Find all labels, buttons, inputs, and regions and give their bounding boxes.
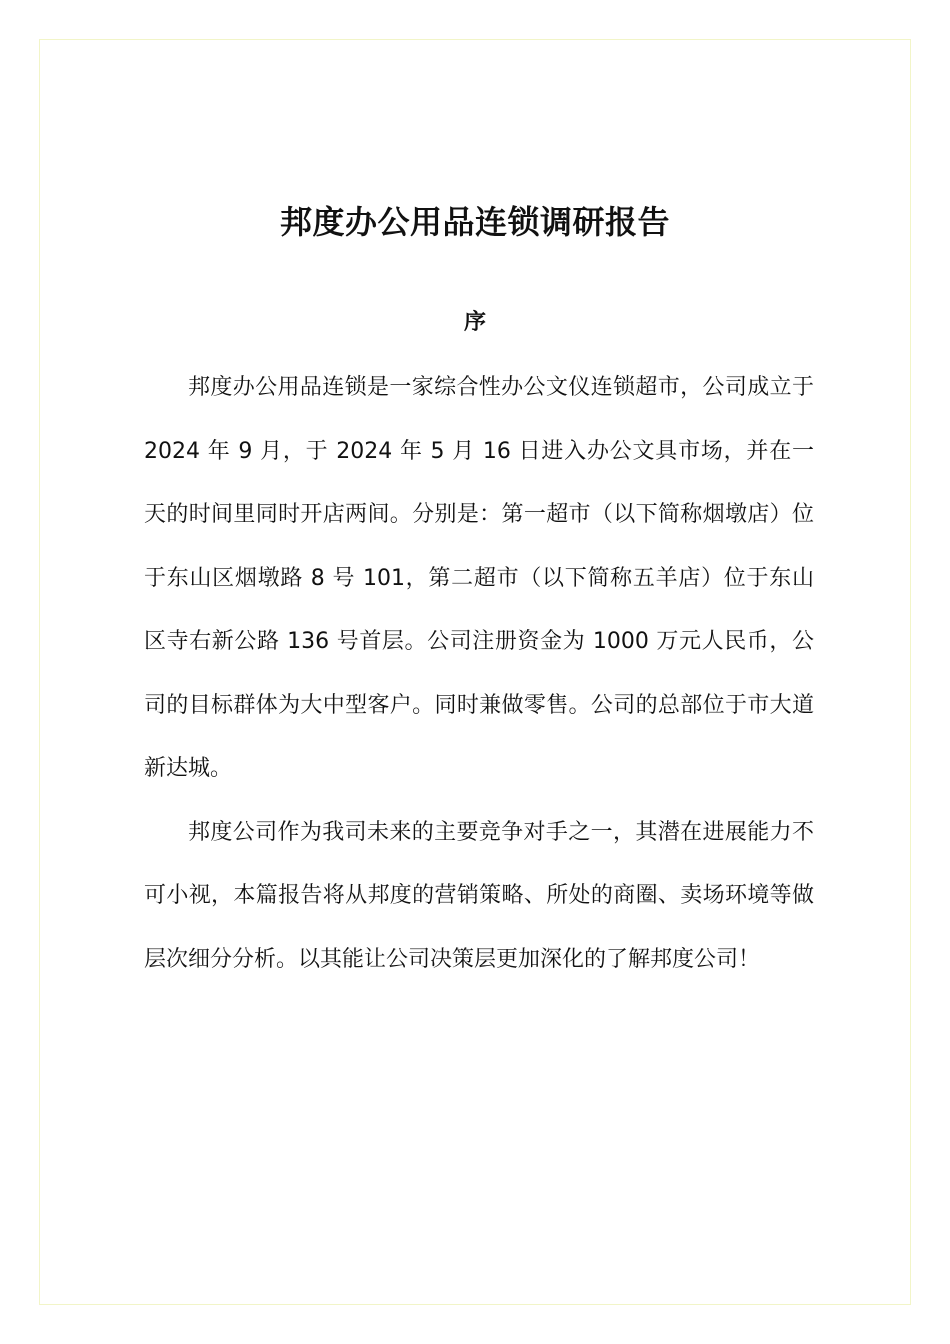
paragraph-1: 邦度办公用品连锁是一家综合性办公文仪连锁超市，公司成立于 2024 年 9 月，于 2024 年 5 月 16 日进入办公文具市场，并在一天的时间里同时开店两间。分别是：第一超市（以下简称烟墩店）位于东山区烟墩路 8 号 101，第二超市（以下简称五羊店）位于东山区寺右新公路 136 号首层。公司注册资金为 1000 万元人民币，公司的目标群体为大中型客户。同时兼做零售。公司的总部位于市大道新达城。 [144,375,814,781]
section-heading-preface: 序 [463,310,486,335]
document-title: 邦度办公用品连锁调研报告 [279,203,670,241]
paragraph-2: 邦度公司作为我司未来的主要竞争对手之一，其潜在进展能力不可小视，本篇报告将从邦度的营销策略、所处的商圈、卖场环境等做层次细分分析。以其能让公司决策层更加深化的了解邦度公司！ [144,819,814,972]
document-body [144,356,814,991]
